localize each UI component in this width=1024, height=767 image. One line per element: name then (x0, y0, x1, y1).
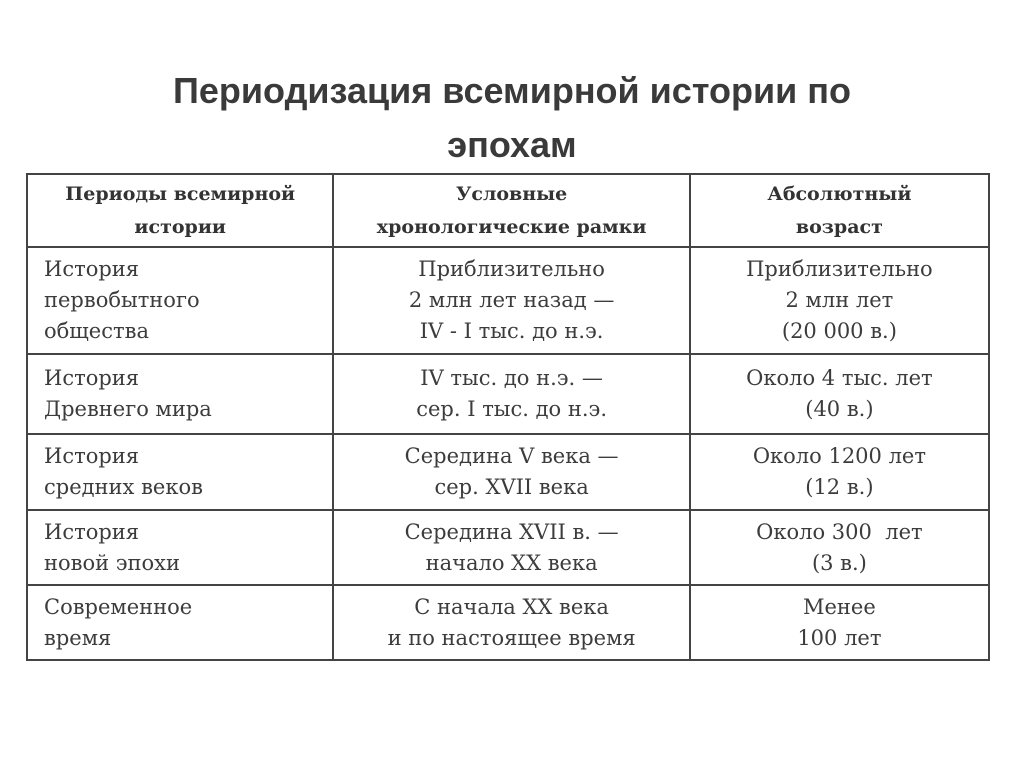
cell-text: средних веков (44, 475, 203, 499)
cell-text: Середина V века — (404, 444, 619, 468)
cell-text: 100 лет (797, 625, 882, 650)
cell-text: Современное (44, 594, 193, 619)
cell-text: IV - I тыс. до н.э. (419, 319, 604, 343)
cell-age (690, 247, 989, 354)
cell-text: Около 1200 лет (752, 444, 926, 468)
table-row (27, 434, 989, 510)
cell-text: начало XX века (425, 550, 598, 575)
header-text: истории (134, 215, 226, 238)
cell-text: первобытного (44, 288, 200, 312)
cell-text: сер. XVII века (434, 475, 589, 499)
cell-text: Древнего мира (44, 397, 212, 421)
cell-text: новой эпохи (44, 550, 181, 575)
cell-text: Менее (803, 594, 876, 619)
cell-frame (333, 510, 689, 585)
cell-text: Около 300 лет (756, 519, 923, 544)
cell-text: (12 в.) (805, 475, 874, 499)
cell-text: сер. I тыс. до н.э. (416, 397, 607, 421)
cell-text: Приблизительно (418, 257, 605, 281)
table-row (27, 247, 989, 354)
cell-text: Приблизительно (746, 257, 933, 281)
table-row (27, 585, 989, 660)
cell-age (690, 434, 989, 510)
cell-period (27, 585, 333, 660)
table-row (27, 510, 989, 585)
cell-age (690, 585, 989, 660)
cell-period (27, 247, 333, 354)
cell-text: (20 000 в.) (781, 319, 897, 343)
cell-text: 2 млн лет назад — (408, 288, 615, 312)
cell-period (27, 510, 333, 585)
cell-text: История (44, 366, 140, 390)
cell-text: Около 4 тыс. лет (746, 366, 933, 390)
slide-title (0, 64, 1024, 172)
cell-text: 2 млн лет (785, 288, 894, 312)
cell-frame (333, 354, 689, 434)
cell-text: История (44, 257, 140, 281)
cell-frame (333, 585, 689, 660)
cell-text: (40 в.) (805, 397, 874, 421)
header-absolute-age (690, 174, 989, 247)
table-header-row (27, 174, 989, 247)
header-periods (27, 174, 333, 247)
cell-text: Середина XVII в. — (404, 519, 619, 544)
cell-frame (333, 247, 689, 354)
header-text: Условные (455, 182, 568, 205)
header-text: Периоды всемирной (65, 182, 296, 205)
cell-text: История (44, 444, 140, 468)
cell-text: История (44, 519, 140, 544)
cell-period (27, 434, 333, 510)
slide-title-line-1: Периодизация всемирной истории по (173, 70, 851, 112)
header-text: хронологические рамки (376, 215, 647, 238)
header-text: Абсолютный (767, 182, 912, 205)
cell-text: время (44, 625, 112, 650)
header-chronological-frame (333, 174, 689, 247)
slide-title-line-2: эпохам (447, 124, 577, 166)
cell-text: С начала XX века (414, 594, 609, 619)
cell-period (27, 354, 333, 434)
cell-age (690, 510, 989, 585)
cell-frame (333, 434, 689, 510)
cell-text: и по настоящее время (387, 625, 636, 650)
cell-text: IV тыс. до н.э. — (420, 366, 603, 390)
cell-text: общества (44, 319, 149, 343)
header-text: возраст (795, 215, 883, 238)
cell-age (690, 354, 989, 434)
table-row (27, 354, 989, 434)
cell-text: (3 в.) (811, 550, 867, 575)
periodization-table (26, 173, 990, 661)
